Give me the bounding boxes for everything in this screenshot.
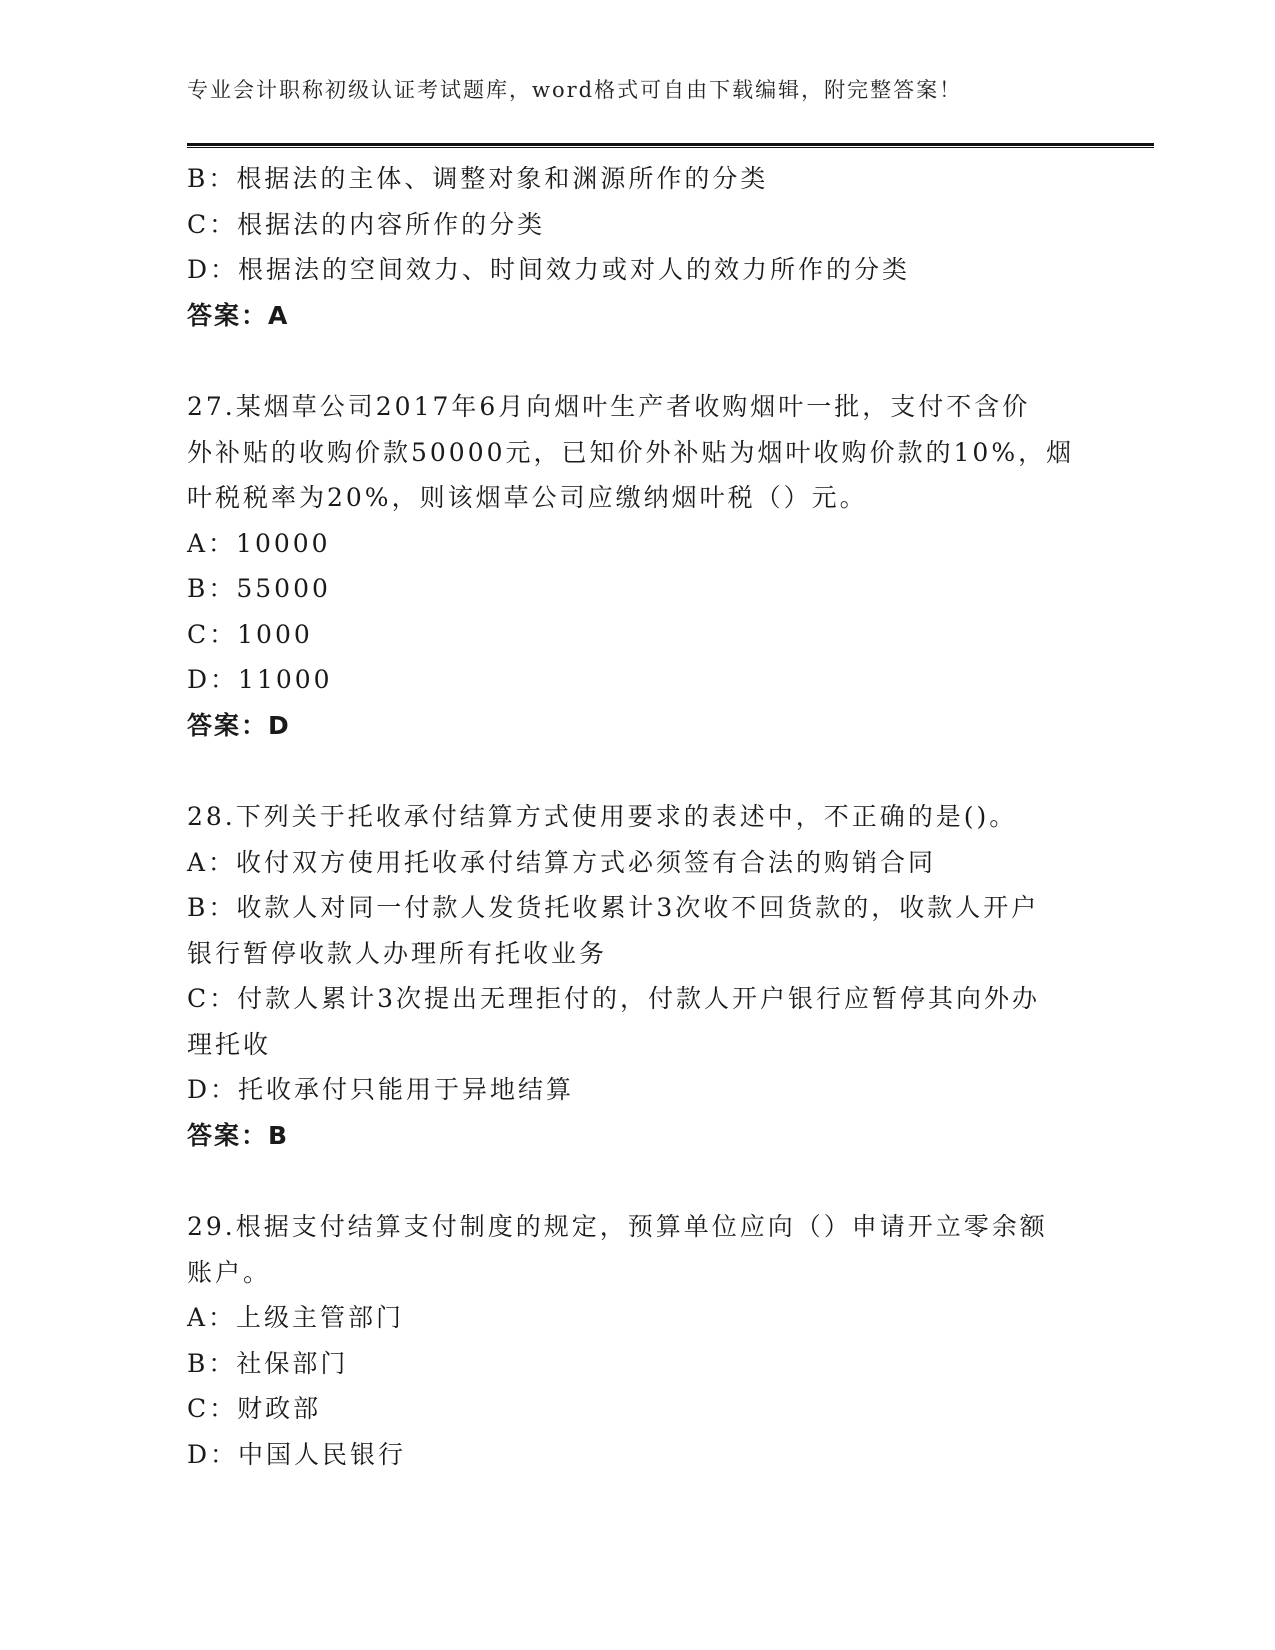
option-a: A：收付双方使用托收承付结算方式必须签有合法的购销合同	[187, 847, 937, 877]
answer-line: 答案：B	[187, 1120, 290, 1150]
option-a: A：上级主管部门	[187, 1303, 405, 1332]
question-stem-line: 账户。	[187, 1257, 272, 1287]
question-stem-line: 29.根据支付结算支付制度的规定，预算单位应向（）申请开立零余额	[187, 1212, 1048, 1241]
answer-line: 答案：A	[187, 300, 290, 330]
header-divider	[187, 143, 1154, 148]
question-block-28	[187, 794, 1087, 1158]
page-header: 专业会计职称初级认证考试题库，word格式可自由下载编辑，附完整答案！	[187, 78, 963, 102]
question-block-29	[187, 1204, 1087, 1477]
spacer	[187, 748, 1087, 794]
option-c: C：财政部	[187, 1394, 322, 1423]
option-a: A：10000	[187, 528, 331, 558]
option-c: C：付款人累计3次提出无理拒付的，付款人开户银行应暂停其向外办	[187, 984, 1041, 1013]
option-d: D：中国人民银行	[187, 1439, 407, 1469]
option-c-continued: 理托收	[187, 1029, 272, 1059]
option-d: D：托收承付只能用于异地结算	[187, 1075, 575, 1104]
question-stem-line: 28.下列关于托收承付结算方式使用要求的表述中，不正确的是()。	[187, 802, 1018, 831]
option-d: D：根据法的空间效力、时间效力或对人的效力所作的分类	[187, 255, 911, 284]
option-d: D：11000	[187, 665, 333, 694]
question-block-27	[187, 384, 1087, 748]
spacer	[187, 338, 1087, 384]
question-stem-line: 叶税税率为20%，则该烟草公司应缴纳烟叶税（）元。	[187, 483, 868, 512]
spacer	[187, 1158, 1087, 1204]
option-b: B：根据法的主体、调整对象和渊源所作的分类	[187, 164, 769, 193]
option-b-continued: 银行暂停收款人办理所有托收业务	[187, 938, 608, 968]
question-list	[187, 156, 1087, 1477]
option-c: C：1000	[187, 619, 313, 649]
option-c: C：根据法的内容所作的分类	[187, 209, 546, 239]
question-block-26	[187, 156, 1087, 338]
question-stem-line: 外补贴的收购价款50000元，已知价外补贴为烟叶收购价款的10%，烟	[187, 437, 1075, 467]
option-b: B：社保部门	[187, 1348, 349, 1378]
question-stem-line: 27.某烟草公司2017年6月向烟叶生产者收购烟叶一批，支付不含价	[187, 392, 1031, 421]
option-b: B：收款人对同一付款人发货托收累计3次收不回货款的，收款人开户	[187, 893, 1040, 922]
option-b: B：55000	[187, 574, 331, 603]
answer-line: 答案：D	[187, 710, 291, 740]
